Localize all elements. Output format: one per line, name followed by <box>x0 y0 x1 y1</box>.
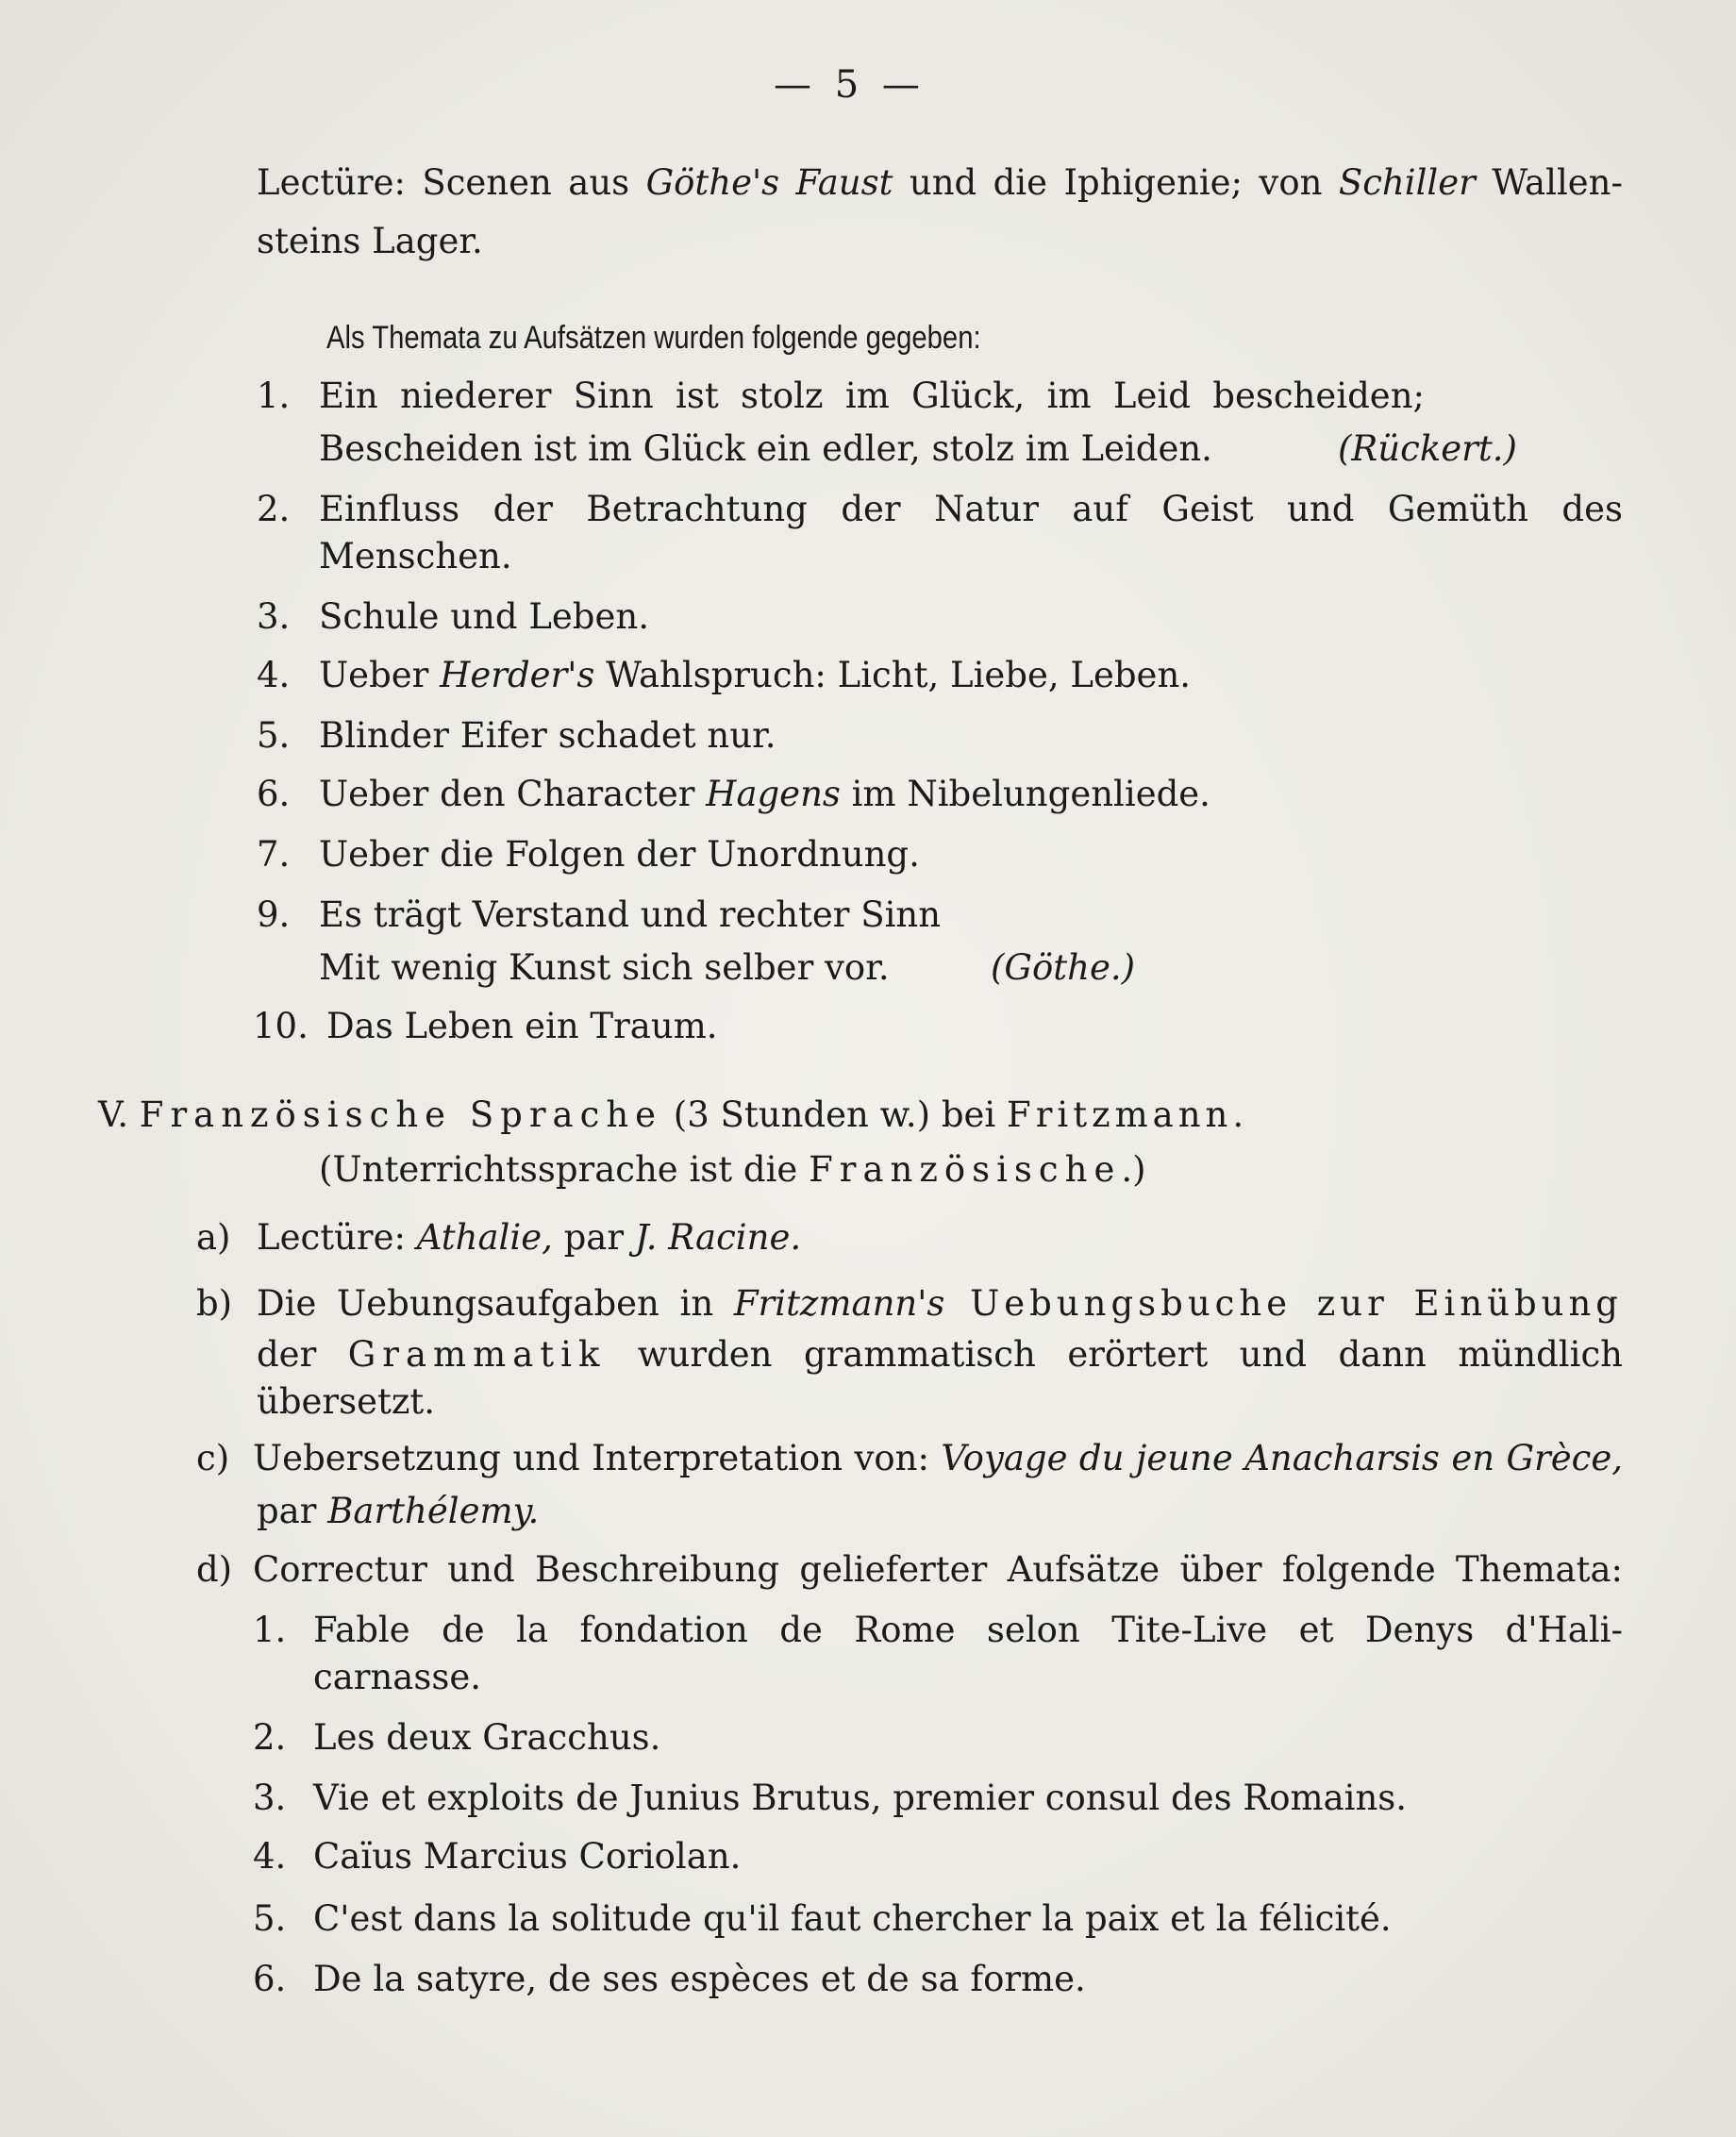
theme-2-line-2: Menschen. <box>319 536 512 576</box>
french-theme-1-line-2: carnasse. <box>313 1657 481 1697</box>
theme-2-line-1: Einfluss der Betrachtung der Natur auf Geist und Gemüth des <box>319 489 1623 529</box>
theme-7-number: 7. <box>257 834 291 875</box>
theme-6-text: Ueber den Character Hagens im Nibelungenliede. <box>319 774 1210 814</box>
theme-5-number: 5. <box>257 715 291 756</box>
theme-10-text: Das Leben ein Traum. <box>326 1006 718 1046</box>
book-fritzmann: Fritzmann's <box>733 1283 945 1324</box>
page-number: — 5 — <box>774 63 926 107</box>
theme-4-text: Ueber Herder's Wahlspruch: Licht, Liebe, Leben. <box>319 655 1192 695</box>
work-anacharsis: Voyage du jeune Anacharsis en Grèce, <box>941 1438 1623 1478</box>
name-hagens: Hagens <box>706 774 841 814</box>
item-c-line-1: Uebersetzung und Interpretation von: Voyage du jeune Anacharsis en Grèce, <box>253 1438 1623 1478</box>
theme-10-number: 10. <box>253 1006 309 1046</box>
lecture-line-2: steins Lager. <box>257 221 483 261</box>
theme-9-author: (Göthe.) <box>991 947 1136 988</box>
section-v-teacher: Fritzmann. <box>1007 1094 1249 1135</box>
item-b-line-1: Die Uebungsaufgaben in Fritzmann's Uebungsbuche zur Einübung <box>257 1283 1623 1324</box>
name-herder: Herder's <box>440 655 595 695</box>
theme-3-text: Schule und Leben. <box>319 596 649 637</box>
theme-1-author: (Rückert.) <box>1338 428 1517 469</box>
french-theme-6-text: De la satyre, de ses espèces et de sa forme. <box>313 1959 1086 1999</box>
theme-9-line-1: Es trägt Verstand und rechter Sinn <box>319 894 942 935</box>
lecture-line-1: Lectüre: Scenen aus Göthe's Faust und die Iphigenie; von Schiller Wallen- <box>257 162 1624 203</box>
french-theme-2-text: Les deux Gracchus. <box>313 1717 661 1758</box>
french-theme-4-text: Caïus Marcius Coriolan. <box>313 1836 742 1877</box>
theme-9-line-2: Mit wenig Kunst sich selber vor. <box>319 947 890 988</box>
item-c-label: c) <box>196 1438 230 1478</box>
item-d-text: Correctur und Beschreibung gelieferter Aufsätze über folgende Themata: <box>253 1549 1623 1590</box>
item-a-text: Lectüre: Athalie, par J. Racine. <box>257 1217 802 1258</box>
theme-1-line-2: Bescheiden ist im Glück ein edler, stolz im Leiden. <box>319 428 1212 469</box>
french-theme-1-number: 1. <box>253 1610 287 1650</box>
theme-6-number: 6. <box>257 774 291 814</box>
section-v-title: Französische Sprache <box>139 1094 663 1135</box>
author-racine: J. Racine. <box>634 1217 802 1258</box>
french-theme-2-number: 2. <box>253 1717 287 1758</box>
theme-1-line-1: Ein niederer Sinn ist stolz im Glück, im Leid bescheiden; <box>319 376 1425 416</box>
theme-5-text: Blinder Eifer schadet nur. <box>319 715 776 756</box>
french-theme-5-number: 5. <box>253 1898 287 1939</box>
item-b-line-3: übersetzt. <box>257 1381 435 1422</box>
section-v-heading: V. Französische Sprache (3 Stunden w.) bei Fritzmann. <box>98 1094 1249 1135</box>
french-theme-1-line-1: Fable de la fondation de Rome selon Tite-Live et Denys d'Hali- <box>313 1610 1623 1650</box>
item-b-label: b) <box>196 1283 233 1324</box>
theme-9-number: 9. <box>257 894 291 935</box>
item-b-line-2: der Grammatik wurden grammatisch erörtert und dann mündlich <box>257 1334 1623 1375</box>
item-a-label: a) <box>196 1217 231 1258</box>
french-theme-6-number: 6. <box>253 1959 287 1999</box>
work-faust: Göthe's Faust <box>645 162 893 203</box>
author-barthelemy: Barthélemy. <box>327 1491 540 1531</box>
author-schiller: Schiller <box>1338 162 1476 203</box>
theme-1-number: 1. <box>257 376 291 416</box>
theme-2-number: 2. <box>257 489 291 529</box>
section-v-subheading: (Unterrichtssprache ist die Französische.) <box>319 1149 1146 1190</box>
french-theme-4-number: 4. <box>253 1836 287 1877</box>
theme-7-text: Ueber die Folgen der Unordnung. <box>319 834 920 875</box>
work-athalie: Athalie, <box>416 1217 553 1258</box>
item-d-label: d) <box>196 1549 233 1590</box>
french-theme-3-text: Vie et exploits de Junius Brutus, premier consul des Romains. <box>313 1778 1408 1818</box>
theme-4-number: 4. <box>257 655 291 695</box>
french-theme-3-number: 3. <box>253 1778 287 1818</box>
item-c-line-2: par Barthélemy. <box>257 1491 540 1531</box>
theme-3-number: 3. <box>257 596 291 637</box>
french-theme-5-text: C'est dans la solitude qu'il faut chercher la paix et la félicité. <box>313 1898 1392 1939</box>
themata-intro: Als Themata zu Aufsätzen wurden folgende gegeben: <box>326 320 981 356</box>
